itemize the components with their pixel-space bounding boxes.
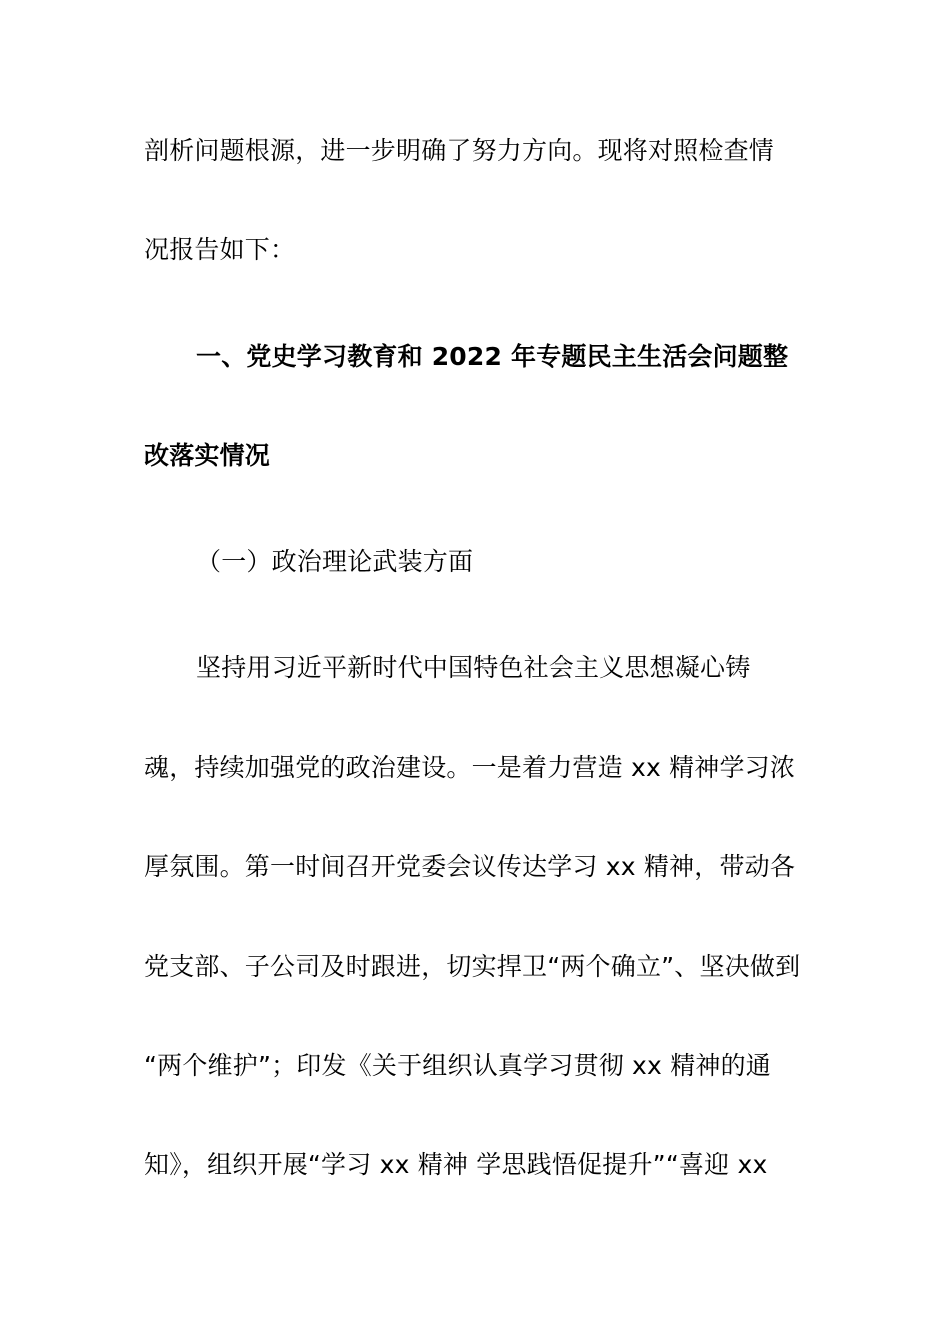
- paragraph-first-line: 坚持用习近平新时代中国特色社会主义思想凝心铸: [196, 653, 751, 682]
- body-text-line: 知》，组织开展“学习 xx 精神 学思践悟促提升”“喜迎 xx: [144, 1150, 768, 1179]
- body-text-line: 魂，持续加强党的政治建设。一是着力营造 xx 精神学习浓: [144, 753, 796, 782]
- body-text-line: 厚氛围。第一时间召开党委会议传达学习 xx 精神，带动各: [144, 852, 796, 881]
- body-text-line: “两个维护”；印发《关于组织认真学习贯彻 xx 精神的通: [144, 1051, 771, 1080]
- body-text-line: 剖析问题根源，进一步明确了努力方向。现将对照检查情: [144, 136, 775, 165]
- section-heading: 一、党史学习教育和 2022 年专题民主生活会问题整: [196, 342, 789, 371]
- body-text-line: 况报告如下：: [144, 235, 296, 264]
- subsection-heading: （一）政治理论武装方面: [196, 547, 474, 576]
- section-heading-continued: 改落实情况: [144, 441, 271, 470]
- body-text-line: 党支部、子公司及时跟进，切实捍卫“两个确立”、坚决做到: [144, 952, 801, 981]
